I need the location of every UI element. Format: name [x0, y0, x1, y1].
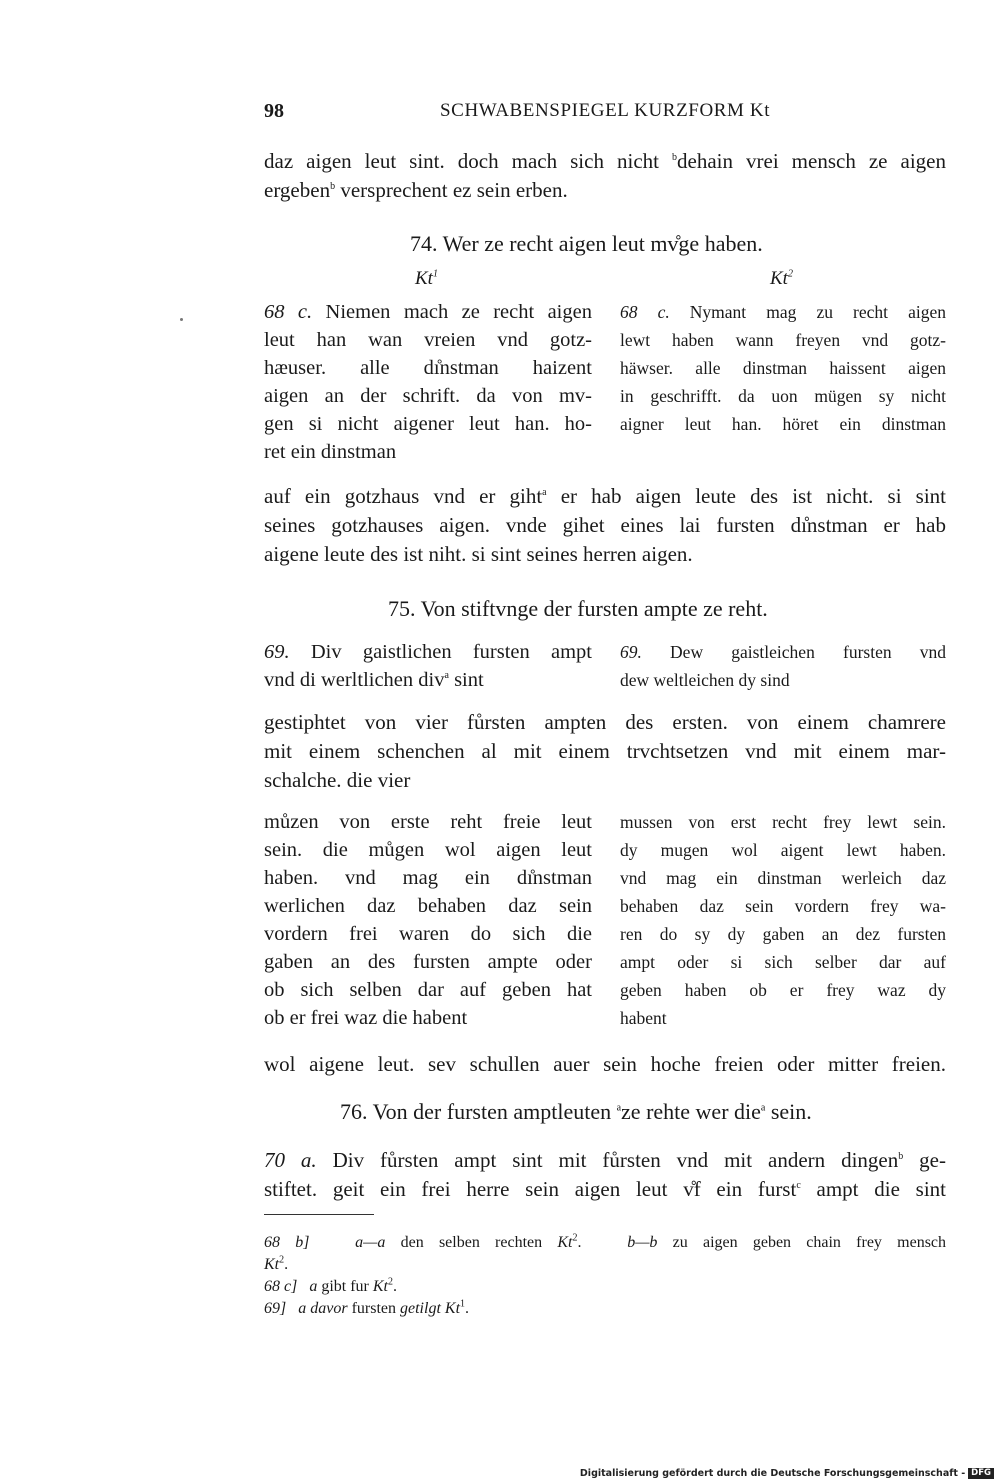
dfg-logo: DFG — [968, 1468, 994, 1479]
stray-mark — [180, 318, 183, 321]
text-line: auf ein gotzhaus vnd er giht$^a$ er hab aigen leute des ist nicht. si sint — [264, 484, 946, 508]
column-head-kt2: Kt$^2$ — [770, 268, 793, 289]
text-line: můzen von erste reht freie leut — [264, 811, 592, 833]
footnote-69 — [264, 1298, 946, 1320]
text-line: ergeben$^b$ versprechent ez sein erben. — [264, 178, 568, 202]
text-line: stiftet. geit ein frei herre sein aigen leut v̊f ein furst$^c$ ampt die sint — [264, 1177, 946, 1201]
text-line: aigene leute des ist niht. si sint seines herren aigen. — [264, 542, 693, 566]
text-line: daz aigen leut sint. doch mach sich nicht $^b$dehain vrei mensch ze aigen — [264, 149, 946, 173]
section-title-76: 76. Von der fursten amptleuten $^a$ze rehte wer die$^a$ sein. — [340, 1099, 812, 1124]
left-column-75b — [264, 808, 592, 1032]
text-line: 69] a davor fursten getilgt Kt$^1$. — [264, 1298, 470, 1317]
footnote-rule — [264, 1214, 374, 1215]
text-line: seines gotzhauses aigen. vnde gihet eines lai fursten dı̊nstman er hab — [264, 513, 946, 537]
text-line: aigner leut han. höret ein dinstman — [620, 414, 946, 434]
text-line: dew weltleichen dy sind — [620, 670, 790, 690]
text-line: mussen von erst recht frey lewt sein. — [620, 812, 946, 832]
text-line: behaben daz sein vordern frey wa- — [620, 896, 946, 916]
text-line: hæuser. alle dı̊nstman haizent — [264, 357, 592, 379]
right-column-75a — [620, 638, 946, 694]
text-line: 68 c] a gibt fur Kt$^2$. — [264, 1276, 397, 1295]
text-line: ren do sy dy gaben an dez fursten — [620, 924, 946, 944]
text-line: vordern frei waren do sich die — [264, 923, 592, 945]
paragraph-74-continued — [264, 482, 946, 569]
text-line: haben. vnd mag ein dı̊nstman — [264, 867, 592, 889]
text-line: wol aigene leut. sev schullen auer sein hoche freien oder mitter freien. — [264, 1052, 946, 1076]
text-line: sein. die můgen wol aigen leut — [264, 839, 592, 861]
text-line: Kt$^2$. — [264, 1254, 289, 1273]
text-line: ob er frei waz die habent — [264, 1007, 468, 1029]
column-head-kt1: Kt$^1$ — [415, 268, 438, 289]
text-line: 68 b] a—a den selben rechten Kt$^2$. b—b zu aigen geben chain frey mensch — [264, 1232, 947, 1251]
text-line: gen si nicht aigener leut han. ho- — [264, 413, 592, 435]
running-title: SCHWABENSPIEGEL KURZFORM Kt — [440, 100, 771, 121]
text-line: mit einem schenchen al mit einem trvchtsetzen vnd mit einem mar- — [264, 739, 946, 763]
paragraph-76 — [264, 1146, 946, 1204]
text-line: 69. Dew gaistleichen fursten vnd — [620, 642, 946, 662]
text-line: in geschrifft. da uon mügen sy nicht — [620, 386, 946, 406]
text-line: 69. Div gaistlichen fursten ampt — [264, 641, 592, 663]
text-line: habent — [620, 1008, 667, 1028]
text-line: geben haben ob er frey waz dy — [620, 980, 946, 1000]
text-line: 70 a. Div fůrsten ampt sint mit fůrsten vnd mit andern dingen$^b$ ge- — [264, 1148, 946, 1172]
text-line: ob sich selben dar auf geben hat — [264, 979, 592, 1001]
text-line: 68 c. Niemen mach ze recht aigen — [264, 301, 592, 323]
text-line: leut han wan vreien vnd gotz- — [264, 329, 592, 351]
paragraph-75-end — [264, 1050, 946, 1079]
text-line: gestiphtet von vier fůrsten ampten des ersten. von einem chamrere — [264, 710, 946, 734]
text-line: ampt oder si sich selber dar auf — [620, 952, 946, 972]
text-line: dy mugen wol aigent lewt haben. — [620, 840, 946, 860]
text-line: vnd mag ein dinstman werleich daz — [620, 868, 946, 888]
right-column-74 — [620, 298, 946, 438]
footnote-68c — [264, 1276, 946, 1298]
text-line: vnd di werltlichen div$^a$ sint — [264, 669, 484, 691]
text-line: schalche. die vier — [264, 768, 411, 792]
right-column-75b — [620, 808, 946, 1032]
text-line: aigen an der schrift. da von mv- — [264, 385, 592, 407]
text-line: gaben an des fursten ampte oder — [264, 951, 592, 973]
text-line: ret ein dinstman — [264, 441, 397, 463]
left-column-74 — [264, 298, 592, 466]
opening-paragraph — [264, 147, 946, 205]
credit-text: Digitalisierung gefördert durch die Deutsche Forschungsgemeinschaft - — [579, 1468, 966, 1479]
text-line: werlichen daz behaben daz sein — [264, 895, 592, 917]
footnote-68b — [264, 1232, 946, 1276]
text-line: häwser. alle dinstman haissent aigen — [620, 358, 946, 378]
left-column-75a — [264, 638, 592, 694]
paragraph-75-middle — [264, 708, 946, 795]
text-line: 68 c. Nymant mag zu recht aigen — [620, 302, 946, 322]
text-line: lewt haben wann freyen vnd gotz- — [620, 330, 946, 350]
section-title-75: 75. Von stiftvnge der fursten ampte ze reht. — [388, 596, 768, 621]
page-number: 98 — [264, 100, 284, 122]
digitization-credit — [580, 1468, 994, 1479]
section-title-74: 74. Wer ze recht aigen leut mv̊ge haben. — [410, 231, 763, 256]
